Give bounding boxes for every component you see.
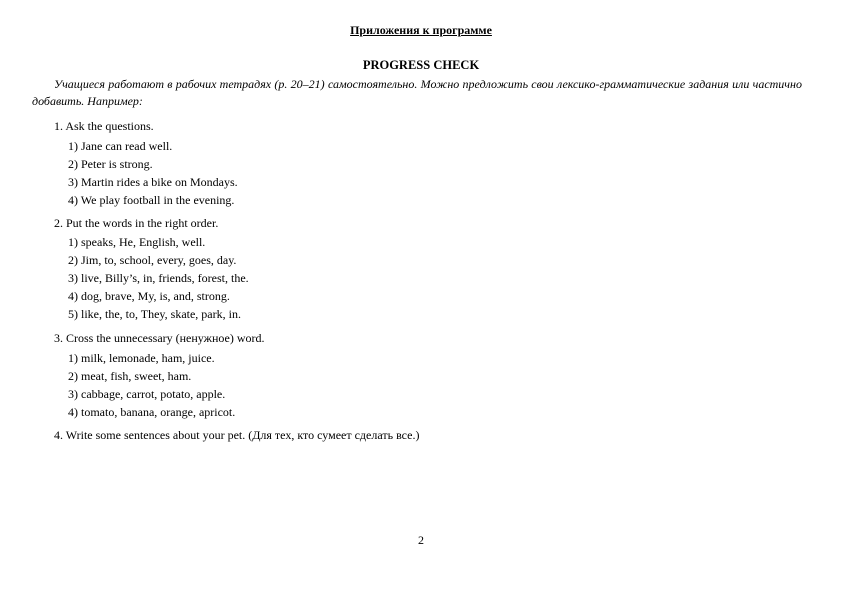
- task-1-label: 1. Ask the questions.: [54, 119, 154, 133]
- task-1-item: 1) Jane can read well.: [68, 139, 173, 153]
- task-1-item: 3) Martin rides a bike on Mondays.: [68, 175, 238, 189]
- task-3-item: 3) cabbage, carrot, potato, apple.: [68, 387, 226, 401]
- task-2-item: 3) live, Billy’s, in, friends, forest, the.: [68, 271, 249, 285]
- task-1-item: 4) We play football in the evening.: [68, 193, 235, 207]
- task-3-item: 4) tomato, banana, orange, apricot.: [68, 405, 236, 419]
- page-title: PROGRESS CHECK: [362, 58, 480, 72]
- task-2-item: 4) dog, brave, My, is, and, strong.: [68, 289, 230, 303]
- intro-paragraph: Учащиеся работают в рабочих тетрадях (р. 20–21) самостоятельно. Можно предложить свои лексико-грамматические задания или частично добавить. Например:: [32, 77, 802, 108]
- task-3-item: 1) milk, lemonade, ham, juice.: [68, 351, 215, 365]
- section-header: Приложения к программе: [350, 23, 492, 37]
- task-2-item: 1) speaks, He, English, well.: [68, 235, 206, 249]
- page-number: 2: [418, 533, 424, 547]
- task-1-item: 2) Peter is strong.: [68, 157, 153, 171]
- task-2-item: 2) Jim, to, school, every, goes, day.: [68, 253, 237, 267]
- task-2-item: 5) like, the, to, They, skate, park, in.: [68, 307, 241, 321]
- task-4-label: 4. Write some sentences about your pet. (Для тех, кто сумеет сделать все.): [54, 428, 420, 442]
- task-3-item: 2) meat, fish, sweet, ham.: [68, 369, 192, 383]
- task-3-label: 3. Cross the unnecessary (ненужное) word.: [54, 331, 265, 345]
- task-2-label: 2. Put the words in the right order.: [54, 216, 219, 230]
